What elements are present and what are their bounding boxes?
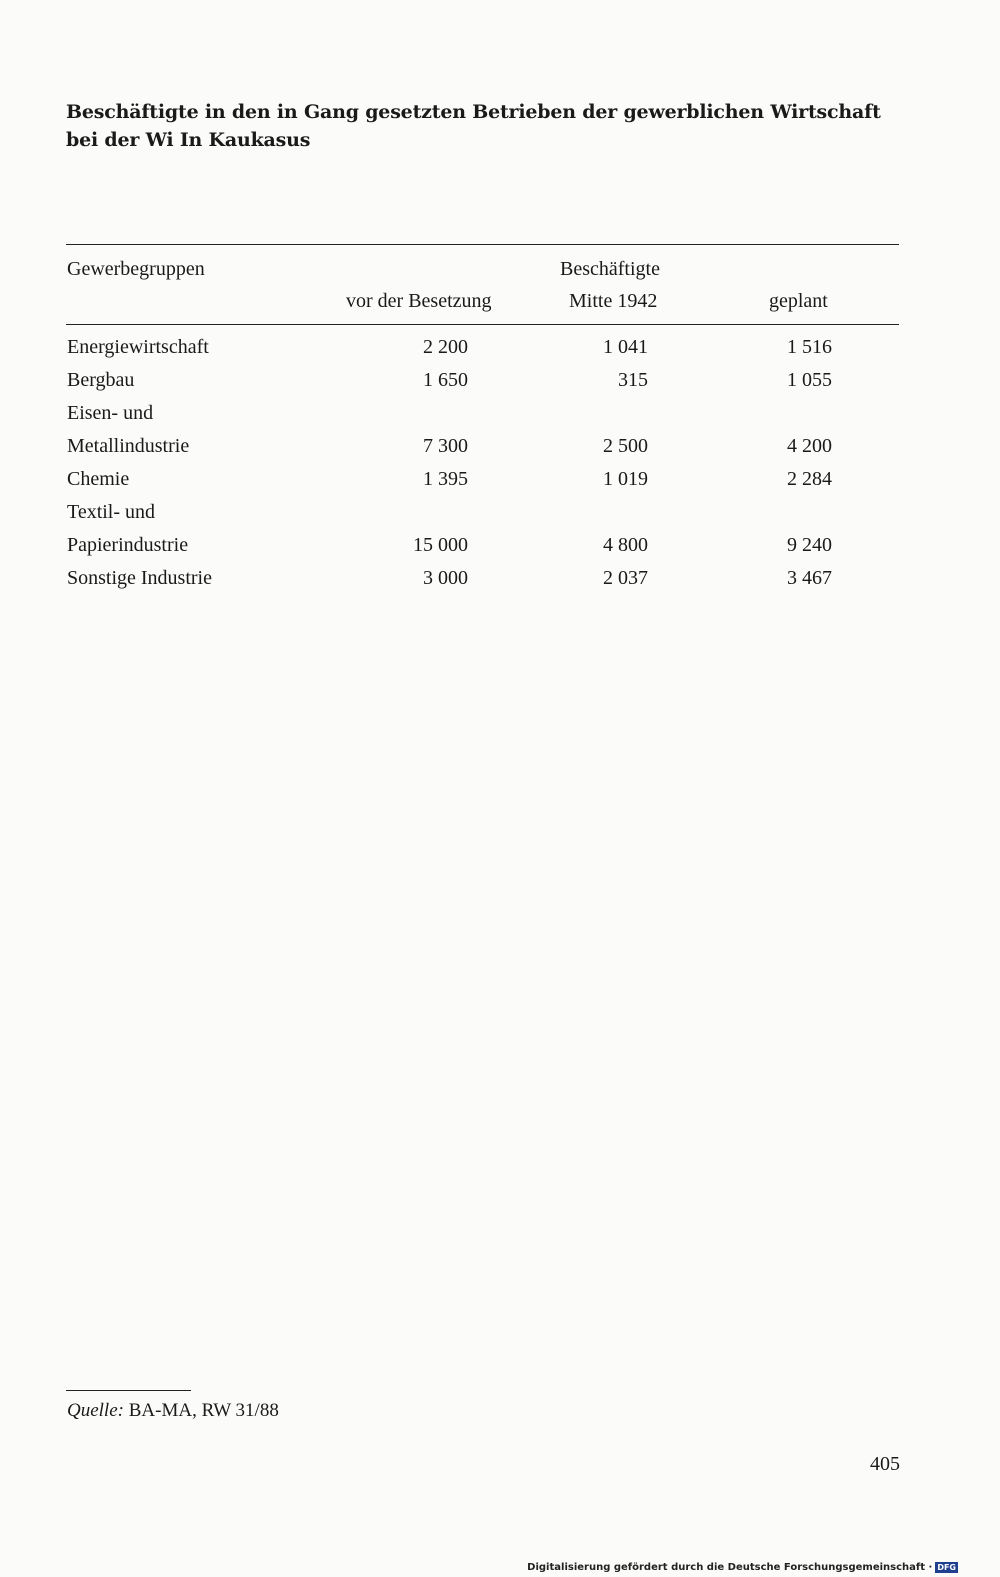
row-value: 1 516 <box>787 336 832 358</box>
row-label: Energiewirtschaft <box>67 336 209 358</box>
row-value: 2 500 <box>603 435 648 457</box>
table-title: Beschäftigte in den in Gang gesetzten Betrieben der gewerblichen Wirtschaft bei der Wi In Kaukasus <box>66 101 881 151</box>
column-group-header-beschaeftigte: Beschäftigte <box>560 258 660 280</box>
table-row <box>0 331 1000 364</box>
row-value: 15 000 <box>413 534 468 556</box>
row-label: Eisen- und <box>67 402 154 424</box>
row-value: 4 200 <box>787 435 832 457</box>
row-label: Papierindustrie <box>67 534 189 556</box>
page-number: 405 <box>870 1453 900 1475</box>
row-label: Bergbau <box>67 369 135 391</box>
footnote-rule <box>66 1390 191 1391</box>
table-header-rule <box>66 324 899 325</box>
column-header-gewerbegruppen: Gewerbegruppen <box>67 258 205 280</box>
row-value: 4 800 <box>603 534 648 556</box>
source-note <box>67 1400 279 1422</box>
row-value: 315 <box>618 369 648 391</box>
row-label: Textil- und <box>67 501 156 523</box>
table-row <box>0 562 1000 595</box>
row-value: 3 000 <box>423 567 468 589</box>
row-value: 1 650 <box>423 369 468 391</box>
row-value: 1 041 <box>603 336 648 358</box>
row-value: 1 055 <box>787 369 832 391</box>
table-top-rule <box>66 244 899 245</box>
table-row <box>0 496 1000 562</box>
row-value: 2 200 <box>423 336 468 358</box>
row-value: 9 240 <box>787 534 832 556</box>
row-value: 3 467 <box>787 567 832 589</box>
row-value: 7 300 <box>423 435 468 457</box>
table-row <box>0 463 1000 496</box>
column-header-mitte-1942: Mitte 1942 <box>569 290 658 312</box>
source-text: BA-MA, RW 31/88 <box>123 1400 279 1421</box>
column-header-geplant: geplant <box>769 290 828 312</box>
dfg-logo: DFG <box>937 1563 956 1572</box>
row-label: Sonstige Industrie <box>67 567 212 589</box>
table-row <box>0 397 1000 463</box>
row-value: 1 019 <box>603 468 648 490</box>
row-label: Chemie <box>67 468 130 490</box>
row-value: 2 037 <box>603 567 648 589</box>
digitization-credit <box>527 1562 958 1573</box>
row-value: 1 395 <box>423 468 468 490</box>
table-row <box>0 364 1000 397</box>
row-label: Metallindustrie <box>67 435 190 457</box>
row-value: 2 284 <box>787 468 832 490</box>
column-header-vor-der-besetzung: vor der Besetzung <box>346 290 492 312</box>
digitization-credit-text: Digitalisierung gefördert durch die Deutsche Forschungsgemeinschaft · <box>527 1562 933 1573</box>
source-prefix: Quelle: <box>67 1400 124 1421</box>
